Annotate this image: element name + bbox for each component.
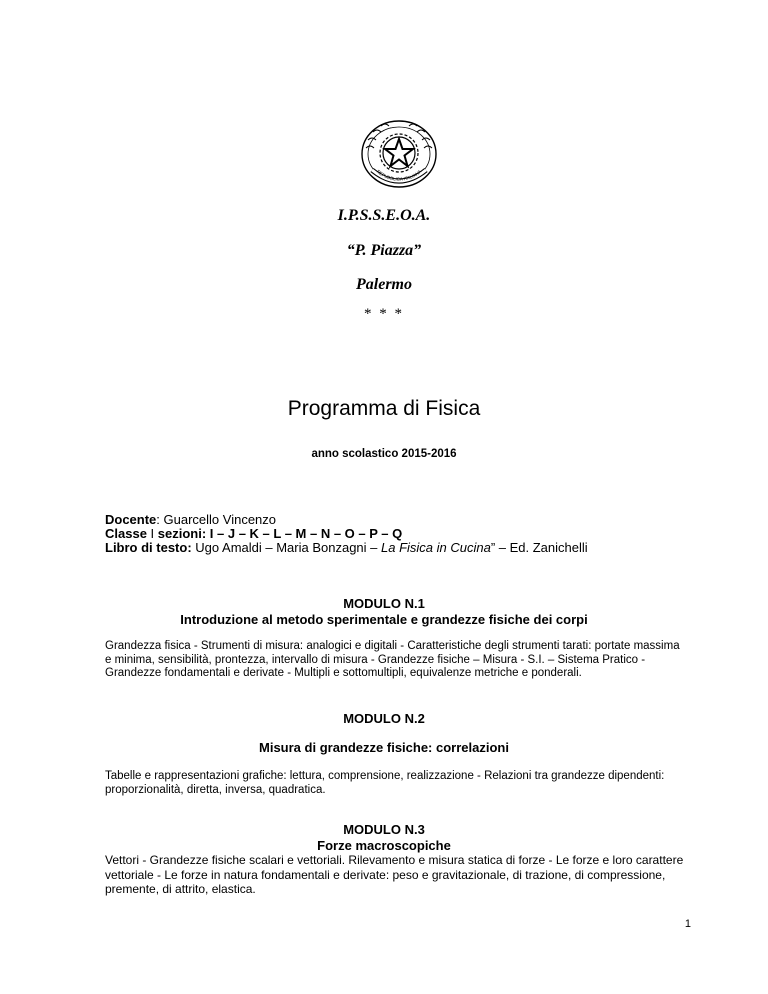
module-1-content: Grandezza fisica - Strumenti di misura: analogici e digitali - Caratteristiche degli strumenti tarati: portate massima e minima, sensibilità, prontezza, intervallo di misura - Grandezze fisiche – Misura - S.I. – Sistema Pratico - Grandezze fondamentali e derivate - Multipli e sottomultipli, equivalenze metriche e ponderali. (105, 640, 680, 679)
module-1-heading: MODULO N.1 (343, 596, 425, 611)
textbook-title: La Fisica in Cucina (381, 540, 491, 555)
teacher-line (105, 513, 276, 527)
school-city: Palermo (356, 276, 412, 293)
module-2-subtitle: Misura di grandezze fisiche: correlazioni (259, 740, 509, 755)
module-3-heading: MODULO N.3 (343, 822, 425, 837)
class-value: I (150, 526, 155, 541)
sections-label: sezioni: I – J – K – L – M – N – O – P – Q (157, 526, 403, 541)
module-3-subtitle: Forze macroscopiche (317, 838, 451, 853)
module-3-content: Vettori - Grandezze fisiche scalari e vettoriali. Rilevamento e misura statica di forze - Le forze e loro carattere vettoriale - Le forze in natura fondamentali e derivate: peso e gravitazionale, di trazione, di compressione, premente, di attrito, elastica. (105, 853, 684, 896)
school-name: “P. Piazza” (346, 242, 422, 259)
textbook-publisher: ” – Ed. Zanichelli (490, 540, 588, 555)
module-2-content: Tabelle e rappresentazioni grafiche: lettura, comprensione, realizzazione - Relazioni tra grandezze dipendenti: proporzionalità, diretta, inversa, quadratica. (105, 770, 665, 796)
class-label: Classe (105, 526, 147, 541)
header-separator: * * * (364, 306, 404, 322)
repubblica-italiana-emblem-icon (358, 118, 440, 192)
textbook-label: Libro di testo: (105, 540, 192, 555)
teacher-label: Docente (105, 512, 157, 527)
module-1-subtitle: Introduzione al metodo sperimentale e grandezze fisiche dei corpi (180, 612, 588, 627)
class-line (105, 527, 402, 541)
textbook-authors: Ugo Amaldi – Maria Bonzagni – (191, 540, 381, 555)
textbook-line (105, 541, 588, 555)
module-2-heading: MODULO N.2 (343, 711, 425, 726)
page-number: 1 (684, 918, 691, 930)
teacher-value: : Guarcello Vincenzo (156, 512, 277, 527)
school-acronym: I.P.S.S.E.O.A. (337, 207, 431, 224)
document-title: Programma di Fisica (287, 397, 481, 420)
school-year: anno scolastico 2015-2016 (311, 448, 457, 460)
svg-text:REPUBBLICA ITALIANA: REPUBBLICA ITALIANA (375, 168, 423, 182)
